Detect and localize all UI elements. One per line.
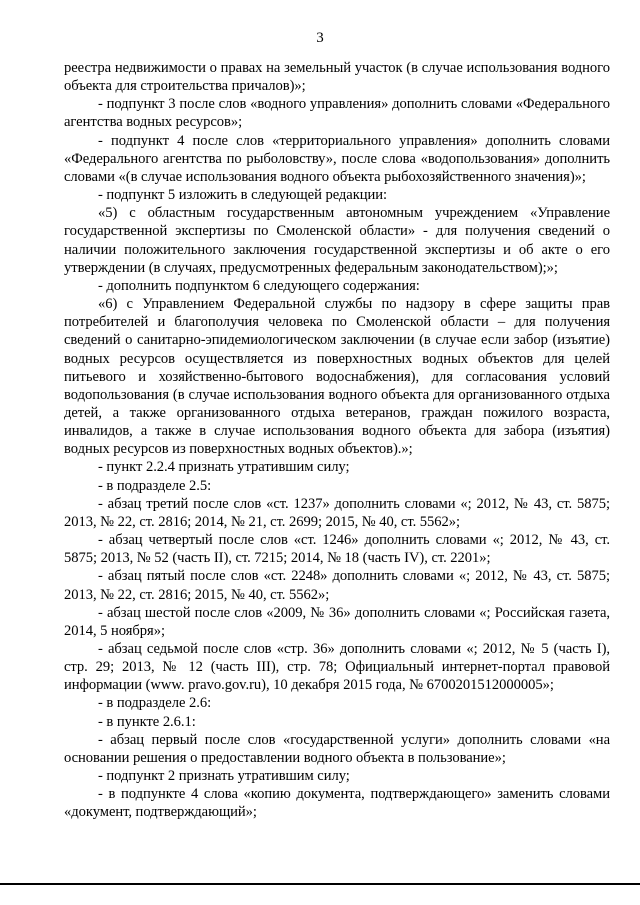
paragraph: - подпункт 3 после слов «водного управления» дополнить словами «Федерального агентства водных ресурсов»; xyxy=(64,96,610,131)
paragraph: - абзац четвертый после слов «ст. 1246» дополнить словами «; 2012, № 43, ст. 5875; 2013, № 52 (часть II), ст. 7215; 2014, № 18 (часть IV), ст. 2201»; xyxy=(64,532,610,567)
paragraph: - абзац шестой после слов «2009, № 36» дополнить словами «; Российская газета, 2014, 5 ноября»; xyxy=(64,604,610,639)
paragraph: - дополнить подпунктом 6 следующего содержания: xyxy=(98,277,420,294)
paragraph: - абзац пятый после слов «ст. 2248» дополнить словами «; 2012, № 43, ст. 5875; 2013, № 22, ст. 2816; 2015, № 40, ст. 5562»; xyxy=(64,568,610,603)
document-body xyxy=(64,59,610,822)
paragraph: - в подпункте 4 слова «копию документа, подтверждающего» заменить словами «документ, подтверждающий»; xyxy=(64,786,610,821)
paragraph: «6) с Управлением Федеральной службы по надзору в сфере защиты прав потребителей и благополучия человека по Смоленской области – для получения сведений о санитарно-эпидемиологическом заключении (в случае если забор (изъятие) водных ресурсов осуществляется из поверхностных водных объектов для целей питьевого и хозяйственно-бытового водоснабжения), для согласования условий водопользования (в случае использования водного объекта для организованного отдыха детей, а также организованного отдыха ветеранов, граждан пожилого возраста, инвалидов, а также в случае использования водного объекта для забора (изъятия) водных ресурсов из поверхностных водных объектов).»; xyxy=(64,296,610,458)
paragraph: реестра недвижимости о правах на земельный участок (в случае использования водного объекта для строительства причалов)»; xyxy=(64,60,610,95)
page-number: 3 xyxy=(316,30,324,46)
paragraph: - в пункте 2.6.1: xyxy=(98,713,196,730)
paragraph: - абзац первый после слов «государственной услуги» дополнить словами «на основании решения о предоставлении водного объекта в пользование»; xyxy=(64,731,610,766)
paragraph: - абзац седьмой после слов «стр. 36» дополнить словами «; 2012, № 5 (часть I), стр. 29; 2013, № 12 (часть III), стр. 78; Официальный интернет-портал правовой информации (www. pravo.gov.ru), 10 декабря 2015 года, № 6700201512000005»; xyxy=(64,641,610,694)
paragraph: - абзац третий после слов «ст. 1237» дополнить словами «; 2012, № 43, ст. 5875; 2013, № 22, ст. 2816; 2014, № 21, ст. 2699; 2015, № 40, ст. 5562»; xyxy=(64,495,610,530)
paragraph: - в подразделе 2.5: xyxy=(98,477,212,494)
bottom-rule xyxy=(0,883,640,885)
paragraph: «5) с областным государственным автономным учреждением «Управление государственной экспертизы по Смоленской области» - для получения сведений о наличии положительного заключения государственной экспертизы и об акте о его утверждении (в случаях, предусмотренных федеральным законодательством);»; xyxy=(64,205,610,276)
paragraph: - подпункт 2 признать утратившим силу; xyxy=(98,768,350,785)
paragraph: - подпункт 4 после слов «территориального управления» дополнить словами «Федерального агентства по рыболовству», после слова «водопользования» дополнить словами «(в случае использования водного объекта рыбохозяйственного значения)»; xyxy=(64,132,610,185)
paragraph: - подпункт 5 изложить в следующей редакции: xyxy=(98,187,388,204)
paragraph: - пункт 2.2.4 признать утратившим силу; xyxy=(98,459,350,476)
paragraph: - в подразделе 2.6: xyxy=(98,695,212,712)
